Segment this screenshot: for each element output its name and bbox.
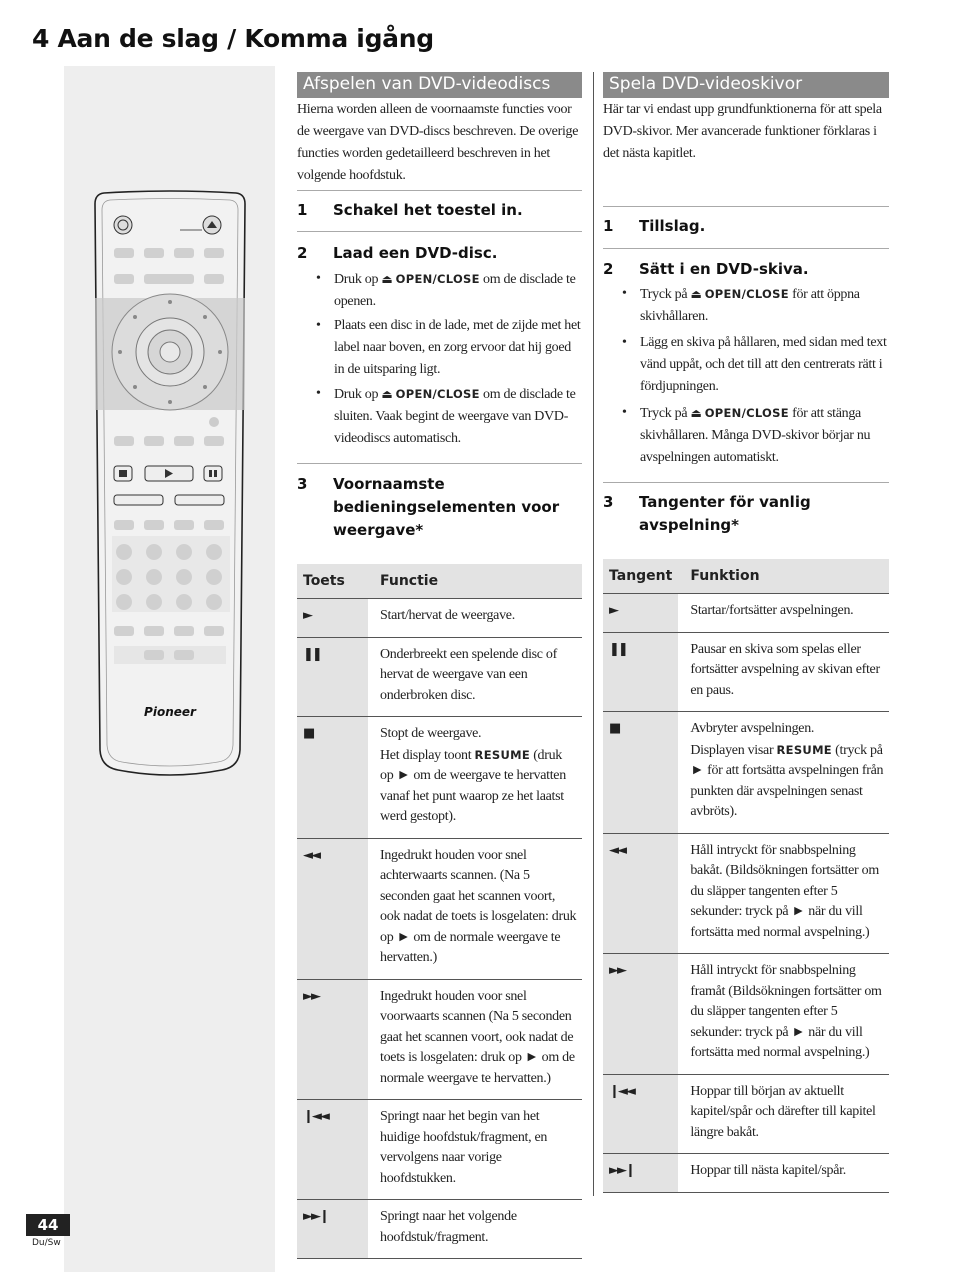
controls-table <box>603 559 889 1193</box>
table-row: ◄◄ Håll intryckt för snabbspelning bakåt. (Bildsökningen fortsätter om du släpper tangenten efter 5 sekunder: tryck på ► när du vill fortsätta med normal avspelning.) <box>603 833 889 954</box>
page-number: 44 <box>26 1214 70 1236</box>
column-divider <box>593 72 594 1196</box>
pause-icon: ❚❚ <box>603 632 678 712</box>
table-row: ❚❚ Pausar en skiva som spelas eller fortsätter avspelning av skivan efter en paus. <box>603 632 889 712</box>
list-item: • Druk op ⏏ OPEN/CLOSE om de disclade te sluiten. Vaak begint de weergave van DVD-videodiscs automatisch. <box>297 383 582 450</box>
step-2: 2 Laad een DVD-disc. <box>297 244 498 262</box>
list-item: • Druk op ⏏ OPEN/CLOSE om de disclade te openen. <box>297 268 582 313</box>
section-heading-swedish: Spela DVD-videoskivor <box>603 72 889 98</box>
intro-text: Här tar vi endast upp grundfunktionerna för att spela DVD-skivor. Mer avancerade funktioner förklaras i det nästa kapitlet. <box>603 102 882 161</box>
bullet-list <box>603 283 889 469</box>
table-row: ►► Ingedrukt houden voor snel voorwaarts scannen (Na 5 seconden gaat het scannen voort, ook nadat de toets is losgelaten: druk op ► om de normale weergave te hervatten.) <box>297 979 582 1100</box>
table-row: ►► Håll intryckt för snabbspelning framåt (Bildsökningen fortsätter om du släpper tangenten efter 5 sekunder: tryck på ► när du vill fortsätta med normal avspelning.) <box>603 954 889 1075</box>
step-1: 1 Schakel het toestel in. <box>297 201 523 219</box>
language-code: Du/Sw <box>32 1238 61 1248</box>
table-row: ►►❙ Springt naar het volgende hoofdstuk/fragment. <box>297 1200 582 1259</box>
table-row: ■ Stopt de weergave. Het display toont RESUME (druk op ► om de weergave te hervatten vanaf het punt waarop ze het laatst werd gestopt). <box>297 717 582 839</box>
rewind-icon: ◄◄ <box>297 838 368 979</box>
column-header: Funktion <box>678 559 889 594</box>
table-row: ►►❙ Hoppar till nästa kapitel/spår. <box>603 1154 889 1193</box>
list-item: • Lägg en skiva på hållaren, med sidan med text vänd uppåt, och det till att den centrerats rätt i fördjupningen. <box>603 332 889 398</box>
eject-icon: ⏏ <box>690 406 702 420</box>
list-item: • Plaats een disc in de lade, met de zijde met het label naar boven, en zorg ervoor dat hij goed in de uitsparing ligt. <box>297 315 582 381</box>
table-row: ■ Avbryter avspelningen. Displayen visar RESUME (tryck på ► för att fortsätta avspelningen från punkten där avspelningen senast avbröts). <box>603 712 889 834</box>
column-header: Functie <box>368 564 582 599</box>
skip-back-icon: ❙◄◄ <box>603 1074 678 1154</box>
remote-brand-logo: Pioneer <box>144 705 196 719</box>
rewind-icon: ◄◄ <box>603 833 678 954</box>
section-heading-dutch: Afspelen van DVD-videodiscs <box>297 72 582 98</box>
play-icon: ► <box>603 594 678 633</box>
pause-icon: ❚❚ <box>297 637 368 717</box>
step-1: 1 Tillslag. <box>603 217 706 235</box>
step-3: 3 Tangenter för vanlig avspelning* <box>603 493 811 534</box>
list-item: • Tryck på ⏏ OPEN/CLOSE för att öppna skivhållaren. <box>603 283 889 328</box>
table-row: ◄◄ Ingedrukt houden voor snel achterwaarts scannen. (Na 5 seconden gaat het scannen voort, ook nadat de toets is losgelaten: druk op ► om de normale weergave te hervatten.) <box>297 838 582 979</box>
step-2: 2 Sätt i en DVD-skiva. <box>603 260 809 278</box>
column-header: Toets <box>297 564 368 599</box>
skip-back-icon: ❙◄◄ <box>297 1100 368 1200</box>
fast-forward-icon: ►► <box>603 954 678 1075</box>
column-header: Tangent <box>603 559 678 594</box>
intro-text: Hierna worden alleen de voornaamste functies voor de weergave van DVD-discs beschreven. De overige functies worden gedetailleerd beschreven in het volgende hoofdstuk. <box>297 102 579 183</box>
swedish-column <box>603 72 889 1193</box>
controls-table <box>297 564 582 1259</box>
table-row: ❙◄◄ Springt naar het begin van het huidige hoofdstuk/fragment, en vervolgens naar vorige hoofdstukken. <box>297 1100 582 1200</box>
table-row: ❚❚ Onderbreekt een spelende disc of hervat de weergave van een onderbroken disc. <box>297 637 582 717</box>
page-title: 4 Aan de slag / Komma igång <box>32 24 434 53</box>
table-row: ❙◄◄ Hoppar till början av aktuellt kapitel/spår och därefter till kapitel längre bakåt. <box>603 1074 889 1154</box>
list-item: • Tryck på ⏏ OPEN/CLOSE för att stänga skivhållaren. Många DVD-skivor börjar nu avspelningen automatiskt. <box>603 402 889 469</box>
skip-forward-icon: ►►❙ <box>603 1154 678 1193</box>
remote-control-illustration <box>90 190 255 790</box>
skip-forward-icon: ►►❙ <box>297 1200 368 1259</box>
eject-icon: ⏏ <box>381 272 393 286</box>
bullet-list <box>297 268 582 450</box>
stop-icon: ■ <box>297 717 368 839</box>
dutch-column <box>297 72 582 1259</box>
eject-icon: ⏏ <box>381 387 393 401</box>
step-3: 3 Voornaamste bedieningselementen voor weergave* <box>297 475 560 539</box>
table-row: ► Start/hervat de weergave. <box>297 599 582 638</box>
stop-icon: ■ <box>603 712 678 834</box>
play-icon: ► <box>297 599 368 638</box>
table-row: ► Startar/fortsätter avspelningen. <box>603 594 889 633</box>
fast-forward-icon: ►► <box>297 979 368 1100</box>
eject-icon: ⏏ <box>690 287 702 301</box>
